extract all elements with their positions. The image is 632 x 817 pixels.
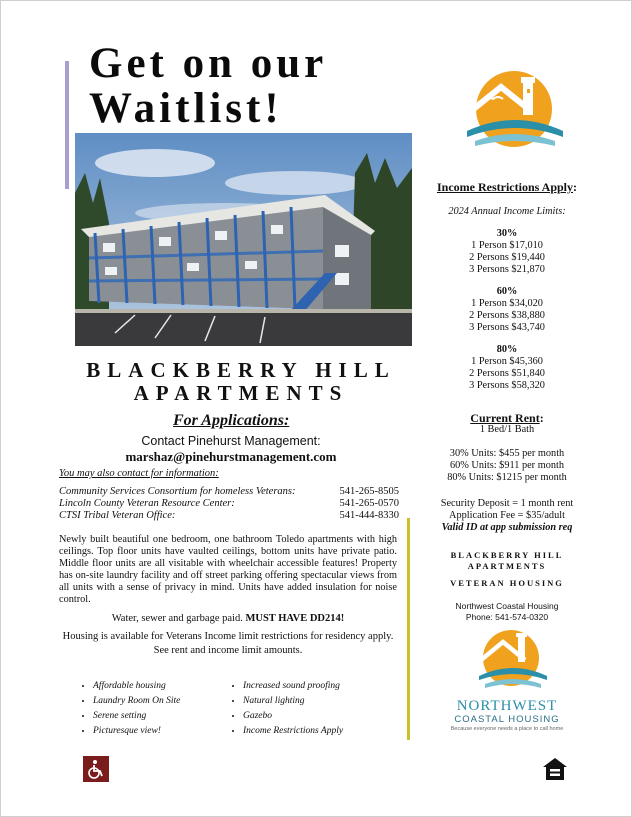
org-phone: Phone: 541-574-0320: [465, 612, 549, 622]
equal-housing-icon: [542, 756, 568, 782]
utilities-note: [59, 612, 397, 626]
id-note: Valid ID at app submission req: [441, 522, 573, 533]
nwch-logo-icon: [475, 626, 551, 696]
features-left: [79, 679, 180, 739]
income-title: Income Restrictions Apply:: [437, 180, 577, 194]
contact-label: Contact Pinehurst Management:: [141, 434, 321, 448]
tier-row: 1 Person $45,360: [471, 356, 543, 367]
tier-row: 2 Persons $19,440: [469, 252, 545, 263]
income-tier: [427, 286, 587, 334]
income-subtitle: 2024 Annual Income Limits:: [448, 206, 566, 217]
feature-item: • Natural lighting: [243, 694, 343, 709]
feature-item: • Affordable housing: [93, 679, 180, 694]
headline: [89, 41, 327, 131]
security-deposit: Security Deposit = 1 month rent: [440, 498, 574, 509]
tier-row: 2 Persons $38,880: [469, 310, 545, 321]
contact-row: [59, 510, 399, 522]
contact-email[interactable]: marshaz@pinehurstmanagement.com: [125, 449, 337, 464]
tier-row: 1 Person $17,010: [471, 240, 543, 251]
income-section: [427, 181, 587, 392]
contact-row: [59, 498, 399, 510]
org-contact: [427, 601, 587, 623]
tier-level: 30%: [496, 228, 518, 239]
rent-row: 60% Units: $911 per month: [449, 460, 565, 471]
income-tier: [427, 344, 587, 392]
house-logo-icon: [461, 69, 571, 159]
tier-level: 80%: [496, 344, 518, 355]
feature-item: • Serene setting: [93, 709, 180, 724]
rent-unit-type: 1 Bed/1 Bath: [479, 424, 535, 435]
logo-word1: NORTHWEST: [456, 698, 558, 714]
feature-item: • Income Restrictions Apply: [243, 724, 343, 739]
wheelchair-icon: [83, 756, 109, 782]
contact-name: Community Services Consortium for homeless Veterans:: [59, 486, 296, 497]
application-fee: Application Fee = $35/adult: [449, 510, 565, 521]
rent-section: [427, 412, 587, 534]
divider-bar: [407, 518, 410, 740]
income-tier: [427, 228, 587, 276]
housing-note: Housing is available for Veterans Income limit restrictions for residency apply. See rent and income limit amounts.: [62, 631, 394, 656]
contact-phone: 541-444-8330: [339, 510, 399, 521]
features-right: [229, 679, 343, 739]
description: Newly built beautiful one bedroom, one bathroom Toledo apartments with high ceilings. Top floor units have vaulted ceilings, bottom units have private patio. Middle floor units are all visitable with wheelchair accessible features! Property has on-site laundry facility and off street parking offering spectacular views from all units with a sense of privacy in mind. Units have added insulation for noise control.: [59, 534, 397, 605]
sidebar-property-line1: BLACKBERRY HILL: [450, 550, 564, 560]
contact-phone: 541-265-8505: [339, 486, 399, 497]
feature-item: • Picturesque view!: [93, 724, 180, 739]
feature-item: • Increased sound proofing: [243, 679, 343, 694]
rent-row: 30% Units: $455 per month: [449, 448, 565, 459]
org-name: Northwest Coastal Housing: [455, 601, 559, 611]
applications-title: For Applications:: [173, 412, 290, 429]
feature-item: • Gazebo: [243, 709, 343, 724]
feature-item: • Laundry Room On Site: [93, 694, 180, 709]
sidebar-veteran-housing: VETERAN HOUSING: [450, 578, 564, 588]
other-contacts-label: You may also contact for information:: [59, 468, 219, 479]
property-name-line1: BLACKBERRY HILL: [86, 358, 396, 382]
logo-tagline: Because everyone needs a place to call home: [450, 726, 564, 732]
tier-level: 60%: [496, 286, 518, 297]
contact-name: Lincoln County Veteran Resource Center:: [59, 498, 235, 509]
tier-row: 2 Persons $51,840: [469, 368, 545, 379]
tier-row: 3 Persons $43,740: [469, 322, 545, 333]
utilities-text: Water, sewer and garbage paid.: [111, 613, 246, 624]
contact-phone: 541-265-0570: [339, 498, 399, 509]
sidebar-property-line2: APARTMENTS: [467, 561, 547, 571]
property-name-line2: APARTMENTS: [133, 381, 349, 405]
accent-bar: [65, 61, 69, 189]
headline-line2: Waitlist!: [89, 85, 283, 132]
tier-row: 1 Person $34,020: [471, 298, 543, 309]
logo-word2: COASTAL HOUSING: [454, 714, 560, 725]
rent-row: 80% Units: $1215 per month: [447, 472, 567, 483]
contact-name: CTSI Tribal Veteran Office:: [59, 510, 176, 521]
building-photo: [75, 133, 412, 346]
tier-row: 3 Persons $21,870: [469, 264, 545, 275]
other-contacts-list: [59, 486, 399, 522]
rent-title: Current Rent:: [470, 411, 544, 425]
dd214-requirement: MUST HAVE DD214!: [245, 613, 345, 624]
tier-row: 3 Persons $58,320: [469, 380, 545, 391]
contact-row: [59, 486, 399, 498]
headline-line1: Get on our: [89, 40, 328, 87]
